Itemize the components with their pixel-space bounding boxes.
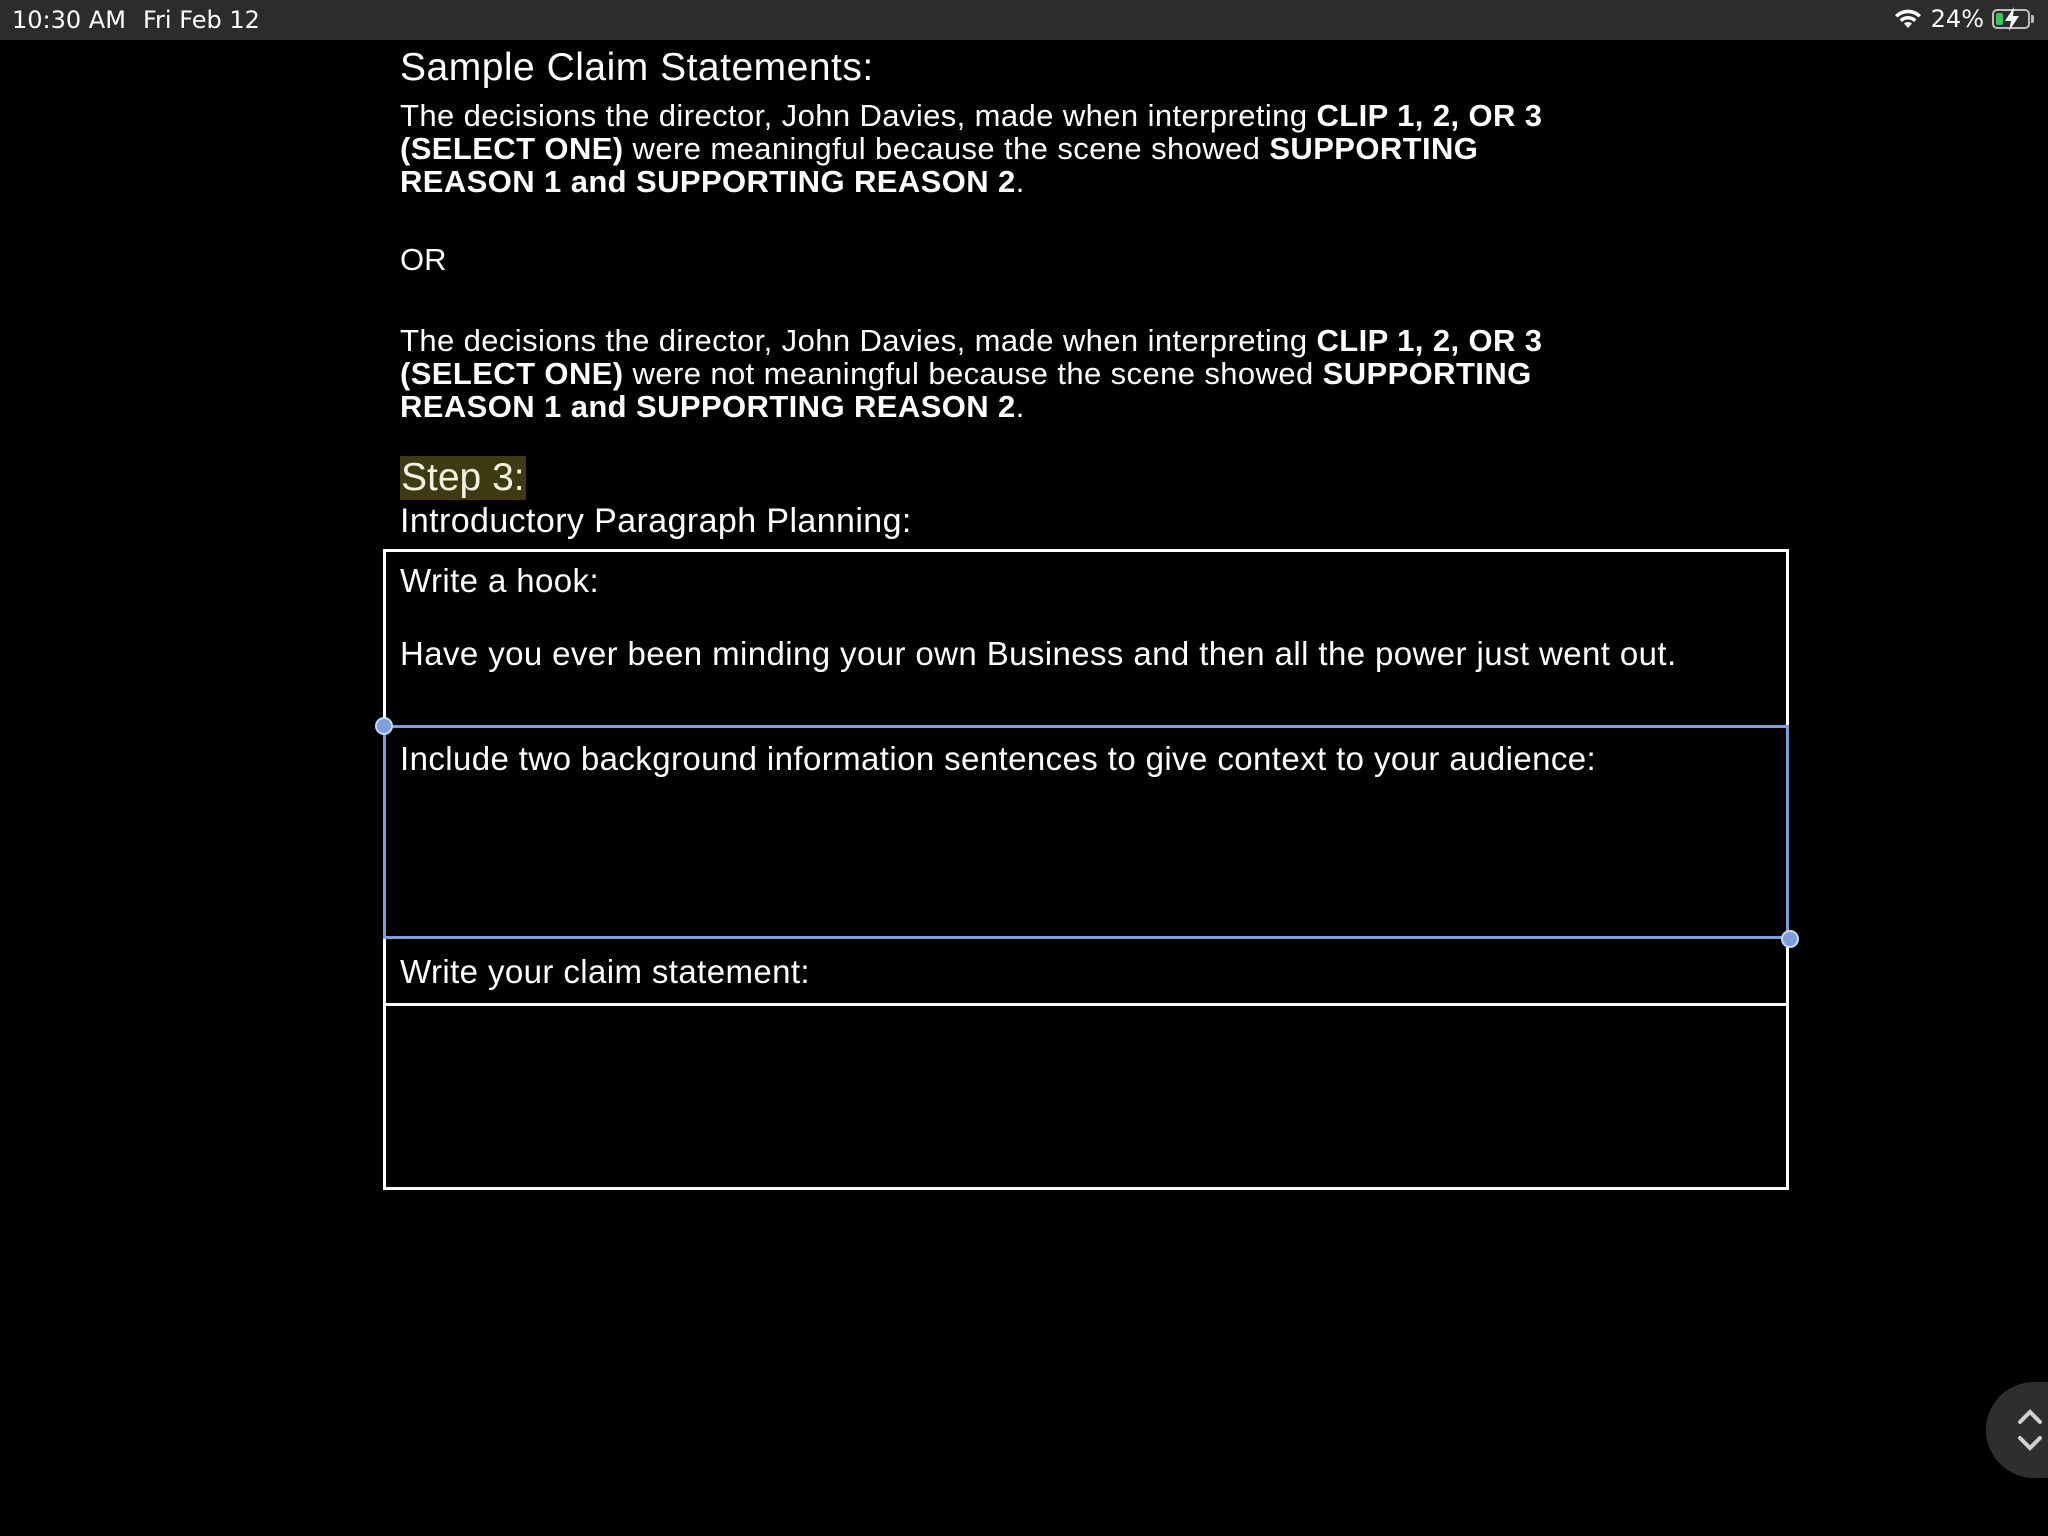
chevron-up-icon bbox=[2020, 1412, 2040, 1422]
claim-statement-1: The decisions the director, John Davies, made when interpreting CLIP 1, 2, OR 3 (SELECT ONE) were meaningful because the scene showed SUPPORTING REASON 1 and SUPPORTING REASON 2. bbox=[400, 98, 1543, 199]
claim-statement-2: The decisions the director, John Davies, made when interpreting CLIP 1, 2, OR 3 (SELECT ONE) were not meaningful because the scene showed SUPPORTING REASON 1 and SUPPORTING REASON 2. bbox=[400, 323, 1543, 424]
selection-handle-end[interactable] bbox=[1781, 930, 1799, 948]
charging-bolt-icon bbox=[2002, 7, 2022, 31]
scroll-control[interactable] bbox=[1986, 1382, 2048, 1478]
battery-charging-icon bbox=[1992, 9, 2034, 29]
wifi-icon bbox=[1893, 7, 1923, 31]
status-bar bbox=[0, 0, 2048, 40]
intro-paragraph-label: Introductory Paragraph Planning: bbox=[400, 502, 912, 540]
sample-claims-heading: Sample Claim Statements: bbox=[400, 46, 874, 89]
hook-answer[interactable]: Have you ever been minding your own Business and then all the power just went out. bbox=[400, 635, 1677, 672]
background-info-prompt[interactable]: Include two background information sentences to give context to your audience: bbox=[400, 740, 1597, 777]
row-divider bbox=[383, 1003, 1789, 1006]
selection-handle-start[interactable] bbox=[375, 717, 393, 735]
hook-prompt: Write a hook: bbox=[400, 562, 600, 599]
step-3-label: Step 3: bbox=[401, 456, 525, 499]
status-time: 10:30 AM bbox=[12, 6, 126, 34]
chevron-down-icon bbox=[2020, 1438, 2040, 1448]
claim-statement-prompt[interactable]: Write your claim statement: bbox=[400, 953, 810, 990]
status-date: Fri Feb 12 bbox=[143, 6, 260, 34]
or-separator: OR bbox=[400, 242, 447, 277]
battery-percent: 24% bbox=[1930, 5, 1984, 33]
status-indicators bbox=[1893, 5, 2034, 33]
scroll-chevrons bbox=[2010, 1402, 2048, 1458]
